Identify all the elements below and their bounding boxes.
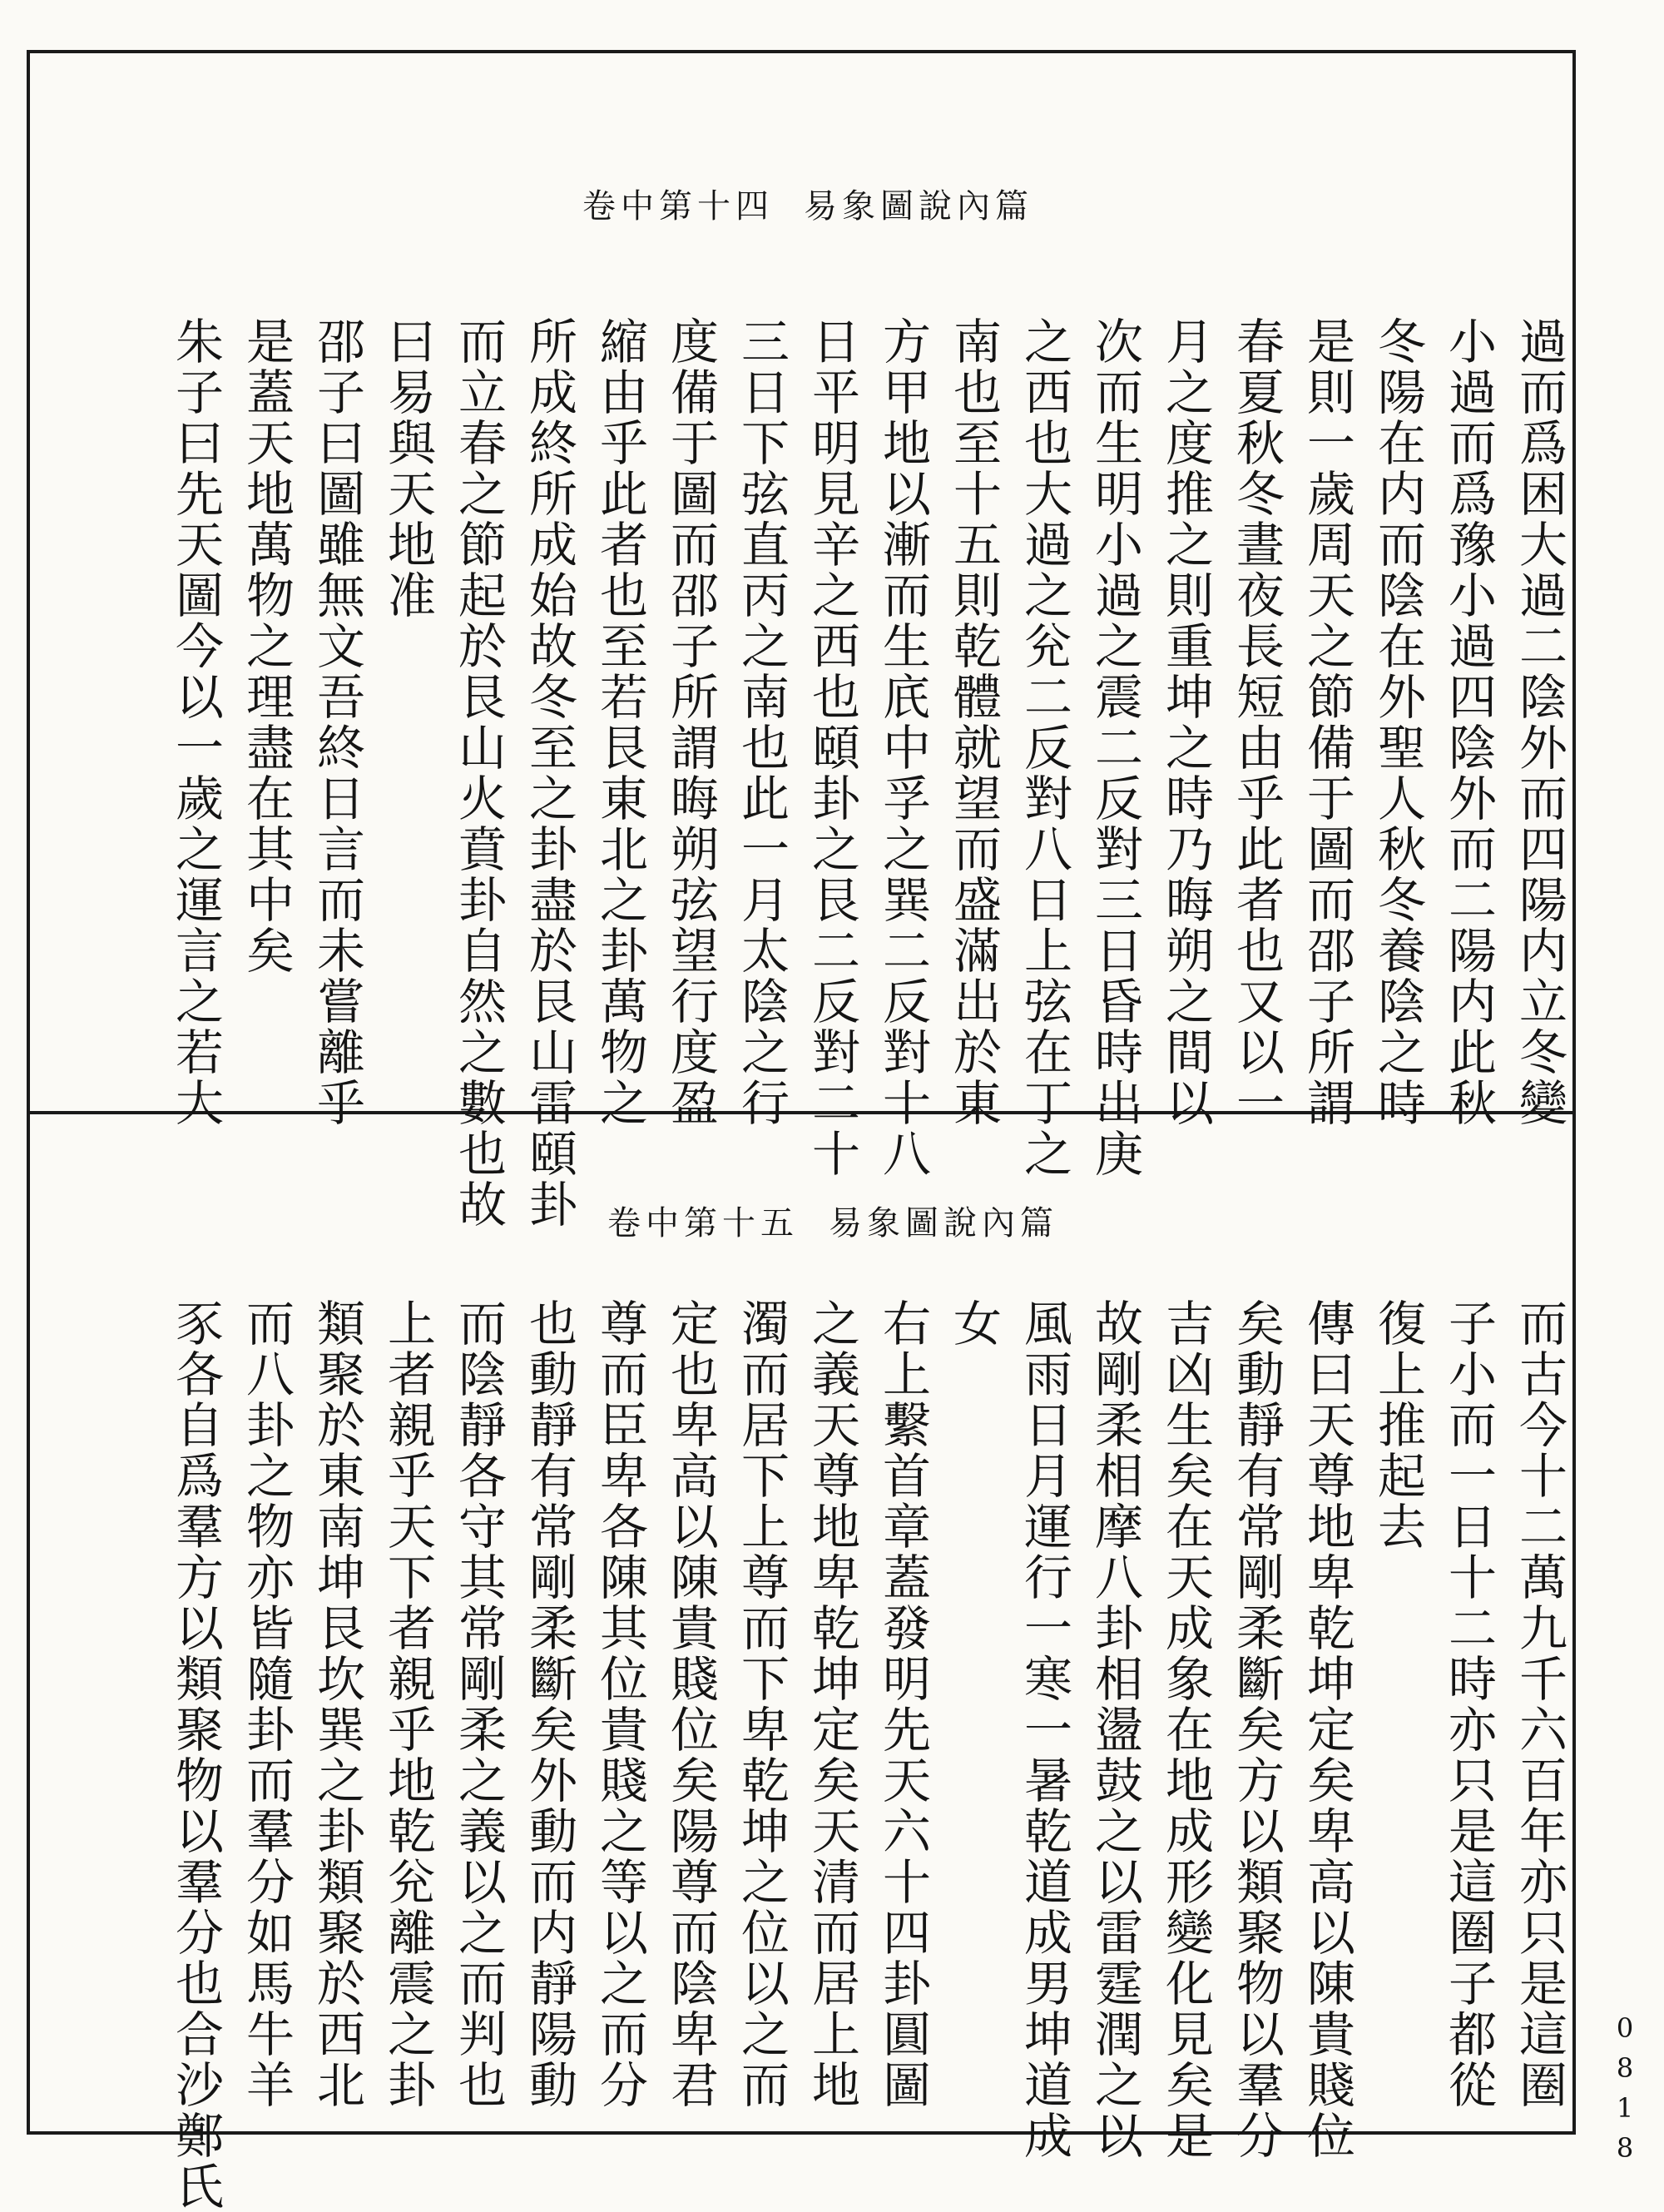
top-column-6: 月之度推之則重坤之時乃晦朔之間以: [1157, 316, 1214, 1128]
top-column-11: 日平明見辛之西也頤卦之艮二反對二十: [804, 316, 860, 1179]
top-column-7: 次而生明小過之震二反對三日昏時出庚: [1087, 316, 1143, 1179]
top-column-9: 南也至十五則乾體就望而盛滿出於東: [945, 316, 1002, 1128]
bottom-column-17: 上者親乎天下者親乎地乾兊離震之卦: [379, 1298, 436, 2110]
bottom-page-header: [607, 1198, 1058, 1248]
top-column-10: 方甲地以漸而生㡳中孚之巽二反對十八: [874, 316, 931, 1179]
top-column-1: 過而爲困大過二陰外而四陽内立冬變: [1511, 316, 1567, 1128]
bottom-column-8: 風雨日月運行一寒一暑乾道成男坤道成: [1016, 1298, 1072, 2161]
top-column-20: 朱子曰先天圖今以一歲之運言之若大: [167, 316, 224, 1128]
bottom-volume-label: 卷中第十五: [607, 1204, 799, 1242]
bottom-column-9: 女: [945, 1298, 1002, 1349]
bottom-column-20: 豕各自爲羣方以類聚物以羣分也合沙鄭氏: [167, 1298, 224, 2212]
top-column-14: 縮由乎此者也至若艮東北之卦萬物之: [592, 316, 648, 1128]
bottom-column-11: 之義天尊地卑乾坤定矣天清而居上地: [804, 1298, 860, 2110]
bottom-column-2: 子小而一日十二時亦只是這圈子都從: [1440, 1298, 1497, 2110]
bottom-column-19: 而八卦之物亦皆隨卦而羣分如馬牛羊: [238, 1298, 295, 2110]
top-column-19: 是蓋天地萬物之理盡在其中矣: [238, 316, 295, 976]
top-column-2: 小過而爲豫小過四陰外而二陽内此秋: [1440, 316, 1497, 1128]
bottom-column-13: 定也卑高以陳貴賤位矣陽尊而陰卑君: [662, 1298, 719, 2110]
top-column-4: 是則一歲周天之節備于圖而邵子所謂: [1299, 316, 1355, 1128]
bottom-column-4: 傳曰天尊地卑乾坤定矣卑高以陳貴賤位: [1299, 1298, 1355, 2161]
top-column-12: 三日下弦直丙之南也此一月太陰之行: [733, 316, 790, 1128]
top-column-18: 邵子曰圖雖無文吾終日言而未嘗離乎: [309, 316, 365, 1128]
top-column-5: 春夏秋冬晝夜長短由乎此者也又以一: [1228, 316, 1285, 1128]
bottom-column-3: 復上推起去: [1369, 1298, 1426, 1552]
bottom-book-title: 易象圖說內篇: [829, 1204, 1058, 1242]
page-number: 0818: [1609, 2012, 1641, 2172]
top-page-header: [582, 181, 1033, 231]
top-book-title: 易象圖說內篇: [804, 187, 1033, 226]
top-column-16: 而立春之節起於艮山火賁卦自然之數也故: [450, 316, 507, 1230]
top-column-15: 所成終所成始故冬至之卦盡於艮山雷頤卦: [521, 316, 577, 1230]
bottom-column-12: 濁而居下上尊而下卑乾坤之位以之而: [733, 1298, 790, 2110]
bottom-column-18: 類聚於東南坤艮坎巽之卦類聚於西北: [309, 1298, 365, 2110]
top-column-3: 冬陽在内而陰在外聖人秋冬養陰之時: [1369, 316, 1426, 1128]
bottom-column-5: 矣動靜有常剛柔斷矣方以類聚物以羣分: [1228, 1298, 1285, 2161]
bottom-column-1: 而古今十二萬九千六百年亦只是這圈: [1511, 1298, 1567, 2110]
bottom-column-14: 尊而臣卑各陳其位貴賤之等以之而分: [592, 1298, 648, 2110]
top-volume-label: 卷中第十四: [582, 187, 774, 226]
bottom-column-6: 吉凶生矣在天成象在地成形變化見矣是: [1157, 1298, 1214, 2161]
top-column-17: 曰易與天地准: [379, 316, 436, 621]
bottom-column-7: 故剛柔相摩八卦相盪鼓之以雷霆潤之以: [1087, 1298, 1143, 2161]
bottom-column-10: 右上繫首章蓋發明先天六十四卦圓圖: [874, 1298, 931, 2110]
top-column-8: 之西也大過之兊二反對八日上弦在丁之: [1016, 316, 1072, 1179]
top-column-13: 度備于圖而邵子所謂晦朔弦望行度盈: [662, 316, 719, 1128]
bottom-column-15: 也動靜有常剛柔斷矣外動而内靜陽動: [521, 1298, 577, 2110]
bottom-column-16: 而陰靜各守其常剛柔之義以之而判也: [450, 1298, 507, 2110]
